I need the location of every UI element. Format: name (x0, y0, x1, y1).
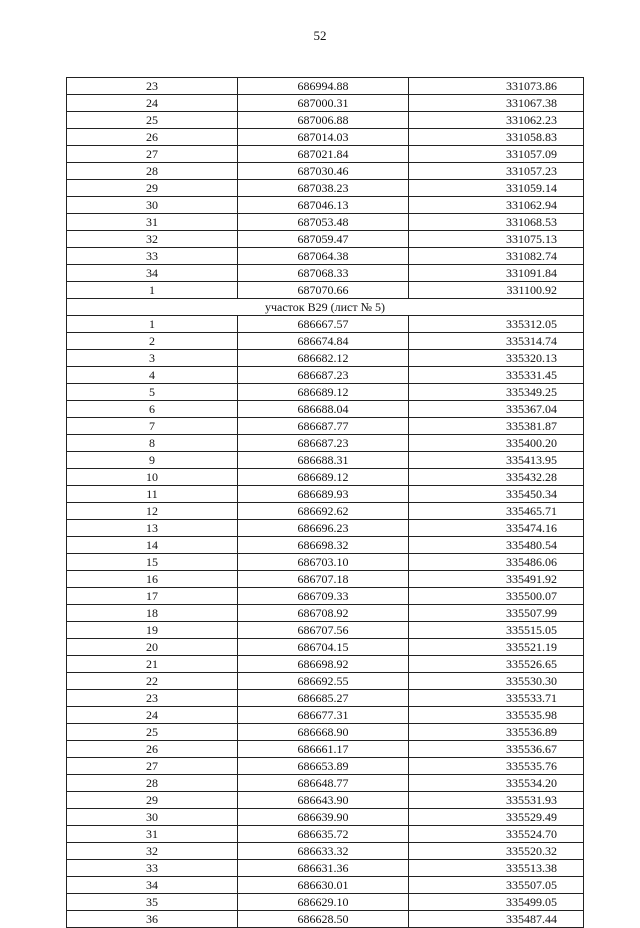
point-number-cell: 23 (67, 690, 238, 707)
y-coordinate-cell: 331091.84 (409, 265, 584, 282)
point-number-cell: 1 (67, 282, 238, 299)
table-row (67, 231, 584, 248)
table-row (67, 265, 584, 282)
x-coordinate-cell: 687070.66 (238, 282, 409, 299)
x-coordinate-cell: 686677.31 (238, 707, 409, 724)
table-row (67, 214, 584, 231)
x-coordinate-cell: 686689.12 (238, 469, 409, 486)
table-row (67, 146, 584, 163)
table-row (67, 792, 584, 809)
point-number-cell: 31 (67, 826, 238, 843)
x-coordinate-cell: 686994.88 (238, 78, 409, 95)
x-coordinate-cell: 686653.89 (238, 758, 409, 775)
table-row (67, 605, 584, 622)
table-row (67, 486, 584, 503)
y-coordinate-cell: 335367.04 (409, 401, 584, 418)
point-number-cell: 25 (67, 112, 238, 129)
table-row (67, 384, 584, 401)
point-number-cell: 25 (67, 724, 238, 741)
x-coordinate-cell: 686685.27 (238, 690, 409, 707)
y-coordinate-cell: 335530.30 (409, 673, 584, 690)
y-coordinate-cell: 331100.92 (409, 282, 584, 299)
table-row (67, 350, 584, 367)
table-row (67, 843, 584, 860)
y-coordinate-cell: 335487.44 (409, 911, 584, 928)
table-row (67, 775, 584, 792)
table-row (67, 401, 584, 418)
y-coordinate-cell: 335507.99 (409, 605, 584, 622)
y-coordinate-cell: 331059.14 (409, 180, 584, 197)
point-number-cell: 19 (67, 622, 238, 639)
point-number-cell: 12 (67, 503, 238, 520)
x-coordinate-cell: 686633.32 (238, 843, 409, 860)
x-coordinate-cell: 687053.48 (238, 214, 409, 231)
x-coordinate-cell: 686628.50 (238, 911, 409, 928)
x-coordinate-cell: 687068.33 (238, 265, 409, 282)
point-number-cell: 33 (67, 860, 238, 877)
x-coordinate-cell: 686708.92 (238, 605, 409, 622)
table-row (67, 503, 584, 520)
y-coordinate-cell: 335349.25 (409, 384, 584, 401)
x-coordinate-cell: 686692.55 (238, 673, 409, 690)
point-number-cell: 28 (67, 775, 238, 792)
point-number-cell: 17 (67, 588, 238, 605)
point-number-cell: 4 (67, 367, 238, 384)
y-coordinate-cell: 335400.20 (409, 435, 584, 452)
table-row (67, 418, 584, 435)
point-number-cell: 1 (67, 316, 238, 333)
x-coordinate-cell: 686631.36 (238, 860, 409, 877)
y-coordinate-cell: 331062.23 (409, 112, 584, 129)
point-number-cell: 29 (67, 792, 238, 809)
y-coordinate-cell: 331068.53 (409, 214, 584, 231)
x-coordinate-cell: 686707.18 (238, 571, 409, 588)
table-row (67, 639, 584, 656)
table-row (67, 163, 584, 180)
point-number-cell: 27 (67, 758, 238, 775)
point-number-cell: 18 (67, 605, 238, 622)
x-coordinate-cell: 686687.23 (238, 367, 409, 384)
table-row (67, 860, 584, 877)
y-coordinate-cell: 335465.71 (409, 503, 584, 520)
y-coordinate-cell: 335535.98 (409, 707, 584, 724)
point-number-cell: 7 (67, 418, 238, 435)
table-row (67, 809, 584, 826)
table-row (67, 95, 584, 112)
point-number-cell: 24 (67, 95, 238, 112)
point-number-cell: 26 (67, 741, 238, 758)
table-row (67, 707, 584, 724)
point-number-cell: 33 (67, 248, 238, 265)
table-row (67, 520, 584, 537)
table-row (67, 741, 584, 758)
x-coordinate-cell: 686687.23 (238, 435, 409, 452)
y-coordinate-cell: 335507.05 (409, 877, 584, 894)
point-number-cell: 8 (67, 435, 238, 452)
y-coordinate-cell: 331082.74 (409, 248, 584, 265)
table-row (67, 435, 584, 452)
section-header (67, 299, 584, 316)
table-row (67, 316, 584, 333)
point-number-cell: 15 (67, 554, 238, 571)
table-row (67, 367, 584, 384)
y-coordinate-cell: 335526.65 (409, 656, 584, 673)
table-row (67, 452, 584, 469)
table-row (67, 690, 584, 707)
y-coordinate-cell: 335533.71 (409, 690, 584, 707)
x-coordinate-cell: 687006.88 (238, 112, 409, 129)
point-number-cell: 27 (67, 146, 238, 163)
table-row (67, 588, 584, 605)
table-row (67, 469, 584, 486)
y-coordinate-cell: 335491.92 (409, 571, 584, 588)
table-row (67, 112, 584, 129)
x-coordinate-cell: 687014.03 (238, 129, 409, 146)
point-number-cell: 3 (67, 350, 238, 367)
point-number-cell: 29 (67, 180, 238, 197)
x-coordinate-cell: 686667.57 (238, 316, 409, 333)
table-row (67, 282, 584, 299)
y-coordinate-cell: 335474.16 (409, 520, 584, 537)
table-row (67, 758, 584, 775)
table-row (67, 197, 584, 214)
table-row (67, 826, 584, 843)
y-coordinate-cell: 335534.20 (409, 775, 584, 792)
point-number-cell: 31 (67, 214, 238, 231)
y-coordinate-cell: 335515.05 (409, 622, 584, 639)
x-coordinate-cell: 686643.90 (238, 792, 409, 809)
x-coordinate-cell: 686635.72 (238, 826, 409, 843)
y-coordinate-cell: 335521.19 (409, 639, 584, 656)
x-coordinate-cell: 686688.31 (238, 452, 409, 469)
x-coordinate-cell: 687059.47 (238, 231, 409, 248)
x-coordinate-cell: 687021.84 (238, 146, 409, 163)
table-row (67, 911, 584, 928)
y-coordinate-cell: 331058.83 (409, 129, 584, 146)
x-coordinate-cell: 687038.23 (238, 180, 409, 197)
point-number-cell: 32 (67, 843, 238, 860)
x-coordinate-cell: 686707.56 (238, 622, 409, 639)
y-coordinate-cell: 335314.74 (409, 333, 584, 350)
y-coordinate-cell: 335486.06 (409, 554, 584, 571)
point-number-cell: 9 (67, 452, 238, 469)
point-number-cell: 30 (67, 809, 238, 826)
y-coordinate-cell: 335520.32 (409, 843, 584, 860)
x-coordinate-cell: 687000.31 (238, 95, 409, 112)
table-row (67, 894, 584, 911)
table-row (67, 724, 584, 741)
table-row (67, 248, 584, 265)
y-coordinate-cell: 331057.23 (409, 163, 584, 180)
point-number-cell: 32 (67, 231, 238, 248)
table-row (67, 537, 584, 554)
point-number-cell: 20 (67, 639, 238, 656)
point-number-cell: 2 (67, 333, 238, 350)
section-row (67, 299, 584, 316)
x-coordinate-cell: 686709.33 (238, 588, 409, 605)
point-number-cell: 21 (67, 656, 238, 673)
y-coordinate-cell: 335535.76 (409, 758, 584, 775)
point-number-cell: 34 (67, 877, 238, 894)
x-coordinate-cell: 686704.15 (238, 639, 409, 656)
x-coordinate-cell: 686648.77 (238, 775, 409, 792)
x-coordinate-cell: 686674.84 (238, 333, 409, 350)
point-number-cell: 34 (67, 265, 238, 282)
point-number-cell: 35 (67, 894, 238, 911)
table-row (67, 129, 584, 146)
point-number-cell: 36 (67, 911, 238, 928)
table-row (67, 78, 584, 95)
point-number-cell: 5 (67, 384, 238, 401)
y-coordinate-cell: 335536.67 (409, 741, 584, 758)
point-number-cell: 24 (67, 707, 238, 724)
x-coordinate-cell: 686668.90 (238, 724, 409, 741)
y-coordinate-cell: 335529.49 (409, 809, 584, 826)
table-row (67, 656, 584, 673)
y-coordinate-cell: 335531.93 (409, 792, 584, 809)
x-coordinate-cell: 687046.13 (238, 197, 409, 214)
y-coordinate-cell: 335524.70 (409, 826, 584, 843)
y-coordinate-cell: 335413.95 (409, 452, 584, 469)
section-title: участок В29 (лист № 5) (67, 299, 584, 316)
coordinates-table (66, 77, 584, 928)
x-coordinate-cell: 686639.90 (238, 809, 409, 826)
y-coordinate-cell: 331062.94 (409, 197, 584, 214)
x-coordinate-cell: 686689.12 (238, 384, 409, 401)
x-coordinate-cell: 686629.10 (238, 894, 409, 911)
y-coordinate-cell: 331067.38 (409, 95, 584, 112)
page-number: 52 (313, 28, 327, 43)
table-row (67, 571, 584, 588)
table-row (67, 333, 584, 350)
point-number-cell: 16 (67, 571, 238, 588)
x-coordinate-cell: 686630.01 (238, 877, 409, 894)
table-row (67, 622, 584, 639)
point-number-cell: 13 (67, 520, 238, 537)
y-coordinate-cell: 331073.86 (409, 78, 584, 95)
x-coordinate-cell: 686696.23 (238, 520, 409, 537)
y-coordinate-cell: 335500.07 (409, 588, 584, 605)
point-number-cell: 14 (67, 537, 238, 554)
y-coordinate-cell: 335513.38 (409, 860, 584, 877)
y-coordinate-cell: 335536.89 (409, 724, 584, 741)
y-coordinate-cell: 335312.05 (409, 316, 584, 333)
coordinates-table-body-before (67, 78, 584, 299)
y-coordinate-cell: 335331.45 (409, 367, 584, 384)
y-coordinate-cell: 335450.34 (409, 486, 584, 503)
y-coordinate-cell: 335480.54 (409, 537, 584, 554)
table-row (67, 877, 584, 894)
x-coordinate-cell: 686698.92 (238, 656, 409, 673)
table-row (67, 673, 584, 690)
x-coordinate-cell: 686688.04 (238, 401, 409, 418)
x-coordinate-cell: 687064.38 (238, 248, 409, 265)
y-coordinate-cell: 335432.28 (409, 469, 584, 486)
x-coordinate-cell: 686703.10 (238, 554, 409, 571)
y-coordinate-cell: 335499.05 (409, 894, 584, 911)
y-coordinate-cell: 331057.09 (409, 146, 584, 163)
y-coordinate-cell: 331075.13 (409, 231, 584, 248)
point-number-cell: 28 (67, 163, 238, 180)
x-coordinate-cell: 686698.32 (238, 537, 409, 554)
x-coordinate-cell: 686682.12 (238, 350, 409, 367)
table-row (67, 554, 584, 571)
point-number-cell: 26 (67, 129, 238, 146)
point-number-cell: 10 (67, 469, 238, 486)
y-coordinate-cell: 335320.13 (409, 350, 584, 367)
point-number-cell: 22 (67, 673, 238, 690)
point-number-cell: 11 (67, 486, 238, 503)
x-coordinate-cell: 686689.93 (238, 486, 409, 503)
coordinates-table-body-after (67, 316, 584, 928)
x-coordinate-cell: 686687.77 (238, 418, 409, 435)
table-row (67, 180, 584, 197)
point-number-cell: 23 (67, 78, 238, 95)
y-coordinate-cell: 335381.87 (409, 418, 584, 435)
point-number-cell: 6 (67, 401, 238, 418)
x-coordinate-cell: 687030.46 (238, 163, 409, 180)
x-coordinate-cell: 686692.62 (238, 503, 409, 520)
x-coordinate-cell: 686661.17 (238, 741, 409, 758)
point-number-cell: 30 (67, 197, 238, 214)
